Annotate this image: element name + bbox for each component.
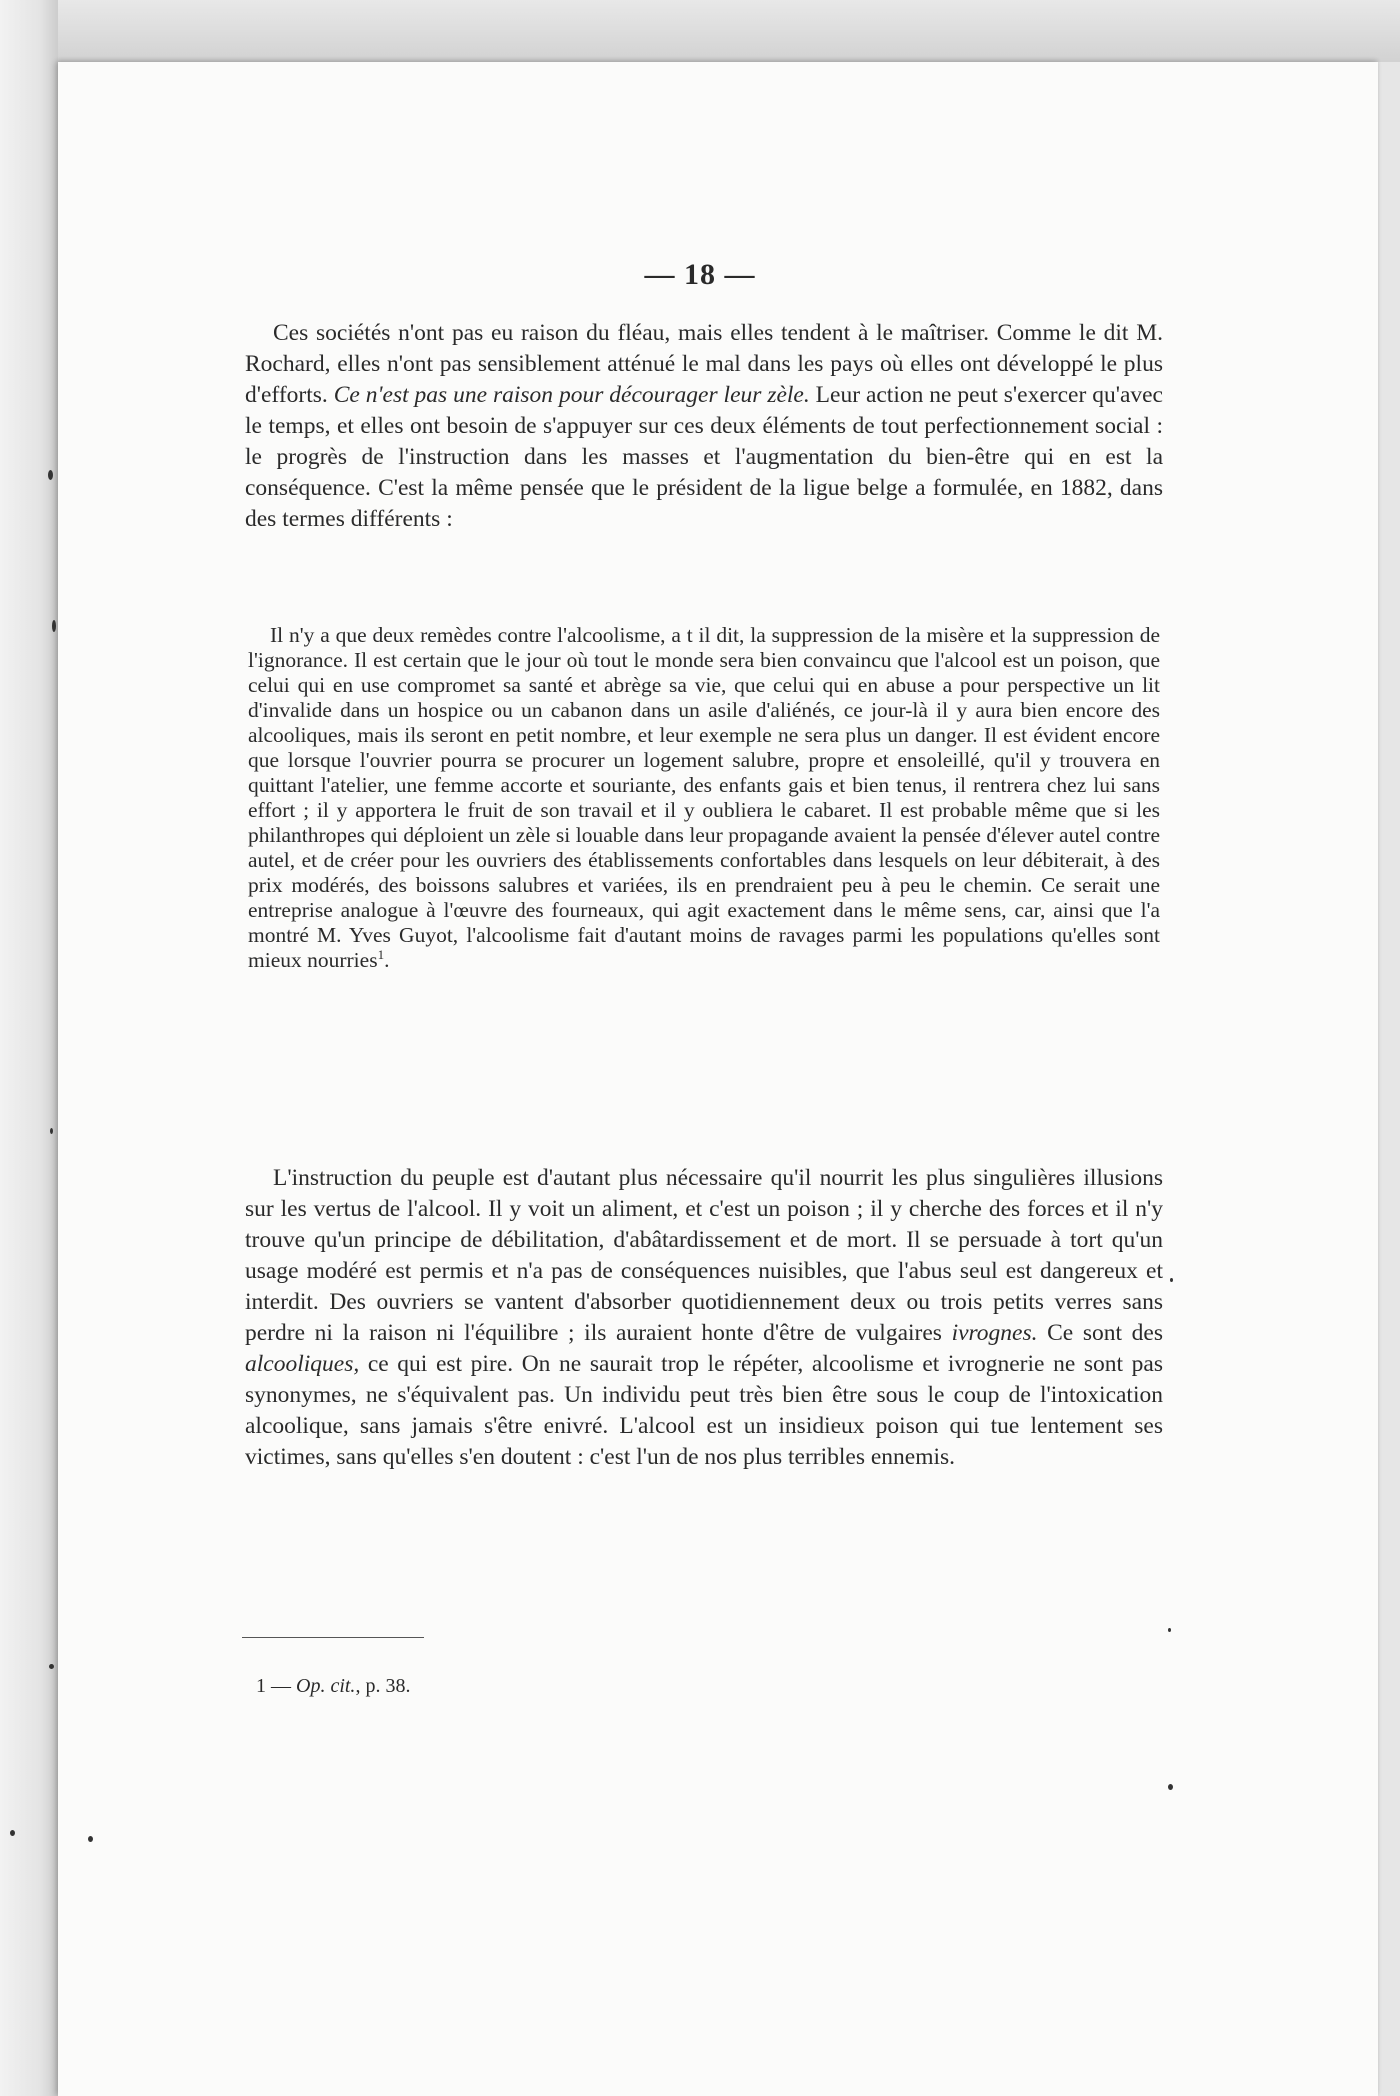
footnote-divider	[242, 1637, 424, 1638]
paragraph-2-italic-2: alcooliques,	[245, 1351, 360, 1377]
footnote-page: , p. 38.	[355, 1675, 411, 1697]
paragraph-1-text-b: Leur action ne peut s'exercer qu'avec le temps, et elles ont besoin de s'appuyer sur ces deux éléments de tout perfectionnement social : le progrès de l'instruction dans les masses et l'augmentation du bien-être qui en est la conséquence. C'est la même pensée que le président de la ligue belge a formulée, en 1882, dans des termes différents :	[245, 382, 1163, 532]
paragraph-1-italic: Ce n'est pas une raison pour décourager leur zèle.	[333, 382, 810, 408]
page-number: — 18 —	[644, 258, 756, 291]
footnote-number: 1 —	[256, 1675, 296, 1697]
quotation-text: Il n'y a que deux remèdes contre l'alcoolisme, a t il dit, la suppression de la misère et la suppression de l'ignorance. Il est certain que le jour où tout le monde sera bien convaincu que l'alcool est un poison, que celui qui en use compromet sa santé et abrège sa vie, que celui qui en abuse a pour perspective un lit d'invalide dans un hospice ou un cabanon dans un asile d'aliénés, ce jour-là il y aura bien encore des alcooliques, mais ils seront en petit nombre, et leur exemple ne sera plus un danger. Il est évident encore que lorsque l'ouvrier pourra se procurer un logement salubre, propre et ensoleillé, qu'il y trouvera en quittant l'atelier, une femme accorte et souriante, des enfants gais et bien tenus, il rentrera chez lui sans effort ; il y apportera le fruit de son travail et il y oubliera le cabaret. Il est probable même que si les philanthropes qui déploient un zèle si louable dans leur propagande avaient la pensée d'élever autel contre autel, et de créer pour les ouvriers des établissements confortables dans lesquels on leur débiterait, à des prix modérés, des boissons salubres et variées, ils en prendraient peu à peu le chemin. Ce serait une entreprise analogue à l'œuvre des fourneaux, qui agit exactement dans le même sens, car, ainsi que l'a montré M. Yves Guyot, l'alcoolisme fait d'autant moins de ravages parmi les populations qu'elles sont mieux nourries	[248, 623, 1160, 972]
paragraph-1	[245, 318, 1163, 535]
quotation-block	[248, 623, 1160, 973]
paragraph-2-text-c: ce qui est pire. On ne saurait trop le répéter, alcoolisme et ivrognerie ne sont pas synonymes, ne s'équivalent pas. Un individu peut très bien être sous le coup de l'intoxication alcoolique, sans jamais s'être enivré. L'alcool est un insidieux poison qui tue lentement ses victimes, sans qu'elles s'en doutent : c'est l'un de nos plus terribles ennemis.	[245, 1351, 1163, 1470]
footnote-reference: 1	[377, 946, 385, 962]
quotation-end: .	[384, 948, 390, 972]
paragraph-2	[245, 1163, 1163, 1473]
paragraph-1-text-a: Ces sociétés n'ont pas eu raison du fléau, mais elles tendent à le maîtriser. Comme le dit M. Rochard, elles n'ont pas sensiblement atténué le mal dans les pays où elles ont développé le plus d'efforts.	[245, 320, 1163, 408]
paragraph-2-text-b: Ce sont des	[1037, 1320, 1163, 1346]
paragraph-2-italic-1: ivrognes.	[951, 1320, 1038, 1346]
footnote	[256, 1673, 410, 1699]
footnote-reference-title: Op. cit.	[296, 1675, 356, 1697]
paragraph-2-text-a: L'instruction du peuple est d'autant plus nécessaire qu'il nourrit les plus singulières illusions sur les vertus de l'alcool. Il y voit un aliment, et c'est un poison ; il y cherche des forces et il n'y trouve qu'un principe de débilitation, d'abâtardissement et de mort. Il se persuade à tort qu'un usage modéré est permis et n'a pas de conséquences nuisibles, que l'abus seul est dangereux et interdit. Des ouvriers se vantent d'absorber quotidiennement deux ou trois petits verres sans perdre ni la raison ni l'équilibre ; ils auraient honte d'être de vulgaires	[245, 1165, 1163, 1346]
